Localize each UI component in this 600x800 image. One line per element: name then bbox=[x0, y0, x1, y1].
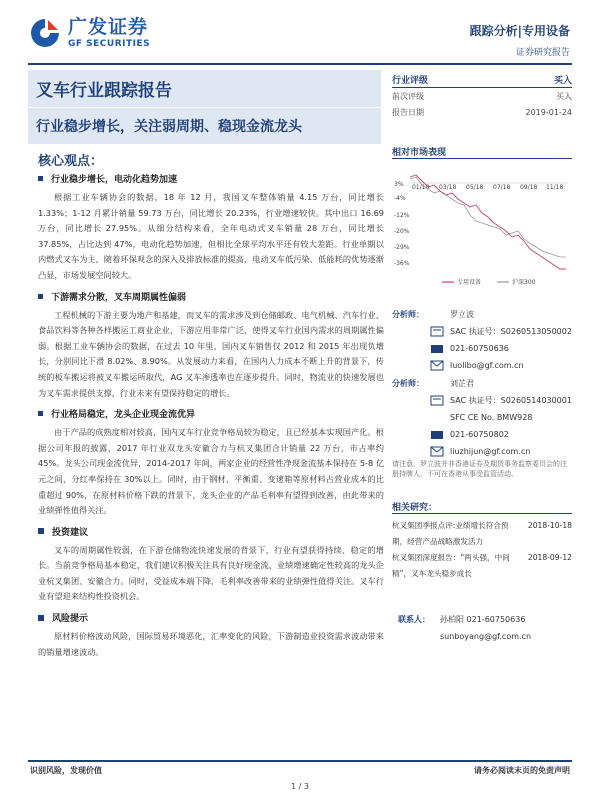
y-tick: -36% bbox=[394, 260, 410, 267]
series-equipment-line bbox=[410, 175, 566, 269]
y-tick: 3% bbox=[394, 181, 404, 188]
report-type: 跟踪分析|专用设备 bbox=[469, 24, 570, 38]
section-heading bbox=[38, 525, 384, 538]
logo-cn-text: 广发证券 bbox=[68, 16, 149, 38]
analyst-cert: SAC 执证号：S0260514030001 bbox=[450, 396, 572, 405]
y-tick: -29% bbox=[394, 244, 410, 251]
x-tick: 03/18 bbox=[439, 184, 457, 191]
analyst-email[interactable]: liuzhijun@gf.com.cn bbox=[450, 447, 531, 456]
contact-email[interactable]: sunboyang@gf.com.cn bbox=[440, 632, 532, 641]
prev-rating-label: 前次评级 bbox=[392, 91, 424, 101]
section-heading-text: 下游需求分散，叉车周期属性偏弱 bbox=[51, 292, 187, 303]
section-body: 工程机械的下游主要为地产和基建，而叉车的需求涉及到仓储邮政、电气机械、汽车行业、食品饮料等各种各样搬运工商业企业，下游应用非常广泛，使得叉车行业国内需求的周期属性偏弱。根据工业车辆协会的数据，在过去 10 年里，国内叉车销售仅 2012 和 2015 年出现负增长，分别同比下滑 8.02%、8.90%。从发展动力来看，在国内人力成本不断上升的背景下，传统的板车搬运将被叉车搬运所取代，AG 叉车渗透率也在逐步提升。同时，物流业的快速发展也为叉车需求提供支撑，行业未来有望保持稳定的增长。 bbox=[38, 309, 384, 398]
related-date: 2018-10-18 bbox=[527, 521, 572, 530]
performance-divider bbox=[392, 158, 572, 159]
related-date: 2018-09-12 bbox=[527, 553, 572, 562]
x-tick: 11/18 bbox=[546, 184, 564, 191]
phone-icon bbox=[430, 343, 444, 354]
contact-name: 孙柏阳 021-60750636 bbox=[440, 615, 526, 624]
performance-chart bbox=[392, 165, 574, 293]
section-heading bbox=[38, 611, 384, 624]
main-content bbox=[38, 172, 384, 666]
rating-table bbox=[392, 72, 572, 120]
legend-hs300: 沪深300 bbox=[512, 279, 536, 286]
related-divider bbox=[392, 513, 572, 514]
section-heading bbox=[38, 172, 384, 185]
person-icon bbox=[430, 309, 444, 320]
email-icon bbox=[430, 360, 444, 371]
analyst-block bbox=[392, 306, 572, 374]
subtitle-box bbox=[28, 108, 381, 144]
prev-rating-value: 买入 bbox=[556, 91, 572, 101]
related-research-label: 相关研究： bbox=[392, 503, 438, 513]
y-tick: -20% bbox=[394, 228, 410, 235]
report-date-value: 2019-01-24 bbox=[525, 107, 572, 117]
gf-logo-icon bbox=[28, 16, 62, 50]
related-title: 杭叉集团深度报告：“两头强，中间精”，叉车龙头稳步成长 bbox=[392, 553, 510, 578]
analyst-phone: 021-60750802 bbox=[450, 430, 509, 439]
section-body: 叉车的周期属性较弱，在下游仓储物流快速发展的背景下，行业有望获得持续、稳定的增长。当前竞争格局基本稳定，我们建议积极关注具有良好现金流、业绩增速确定性较高的龙头企业杭叉集团、安徽合力。同时，受益成本端下降，毛利率改善带来的业绩弹性值得关注。叉车行业有望迎来结构性投资机会。 bbox=[38, 544, 384, 602]
page-number: 1 / 3 bbox=[291, 782, 309, 791]
related-title: 杭叉集团季报点评:业绩增长符合预期，经营产品战略激发活力 bbox=[392, 521, 509, 546]
person-icon bbox=[430, 378, 444, 389]
legend-equipment: 专用设备 bbox=[457, 279, 482, 286]
section-heading-text: 行业格局稳定，龙头企业现金流优异 bbox=[51, 410, 196, 421]
x-tick: 09/18 bbox=[520, 184, 538, 191]
analyst-disclaimer: 请注意，罗立波并非香港证券及期货事务监察委员会的注册持牌人，不可在香港从事受监管活动。 bbox=[392, 460, 567, 478]
related-item[interactable] bbox=[392, 550, 572, 582]
analyst-name: 罗立波 bbox=[450, 310, 474, 319]
footer-slogan: 识别风险，发现价值 bbox=[30, 766, 102, 775]
footer-divider bbox=[28, 760, 572, 762]
bullet-icon bbox=[38, 176, 43, 181]
related-item[interactable] bbox=[392, 518, 572, 550]
report-date-label: 报告日期 bbox=[392, 107, 424, 117]
analyst-block bbox=[392, 375, 572, 460]
analyst-cert-sfc: SFC CE No. BMW928 bbox=[450, 413, 533, 422]
logo-en-text: GF SECURITIES bbox=[68, 39, 151, 49]
bullet-icon bbox=[38, 411, 43, 416]
analyst-label: 分析师： bbox=[392, 310, 424, 319]
performance-label: 相对市场表现 bbox=[392, 148, 447, 158]
section-body: 原材料价格波动风险，国际贸易环境恶化，汇率变化的风险，下游制造业投资需求波动带来的销量增速波动。 bbox=[38, 631, 384, 657]
x-tick: 01/18 bbox=[412, 184, 430, 191]
section-heading-text: 行业稳步增长，电动化趋势加速 bbox=[51, 175, 178, 185]
section-heading-text: 投资建议 bbox=[52, 527, 89, 538]
report-category: 证券研究报告 bbox=[515, 48, 570, 58]
x-tick: 05/18 bbox=[466, 184, 484, 191]
section-body: 由于产品的成熟度相对较高，国内叉车行业竞争格局较为稳定，且已经基本实现国产化。根据公司年报的披露，2017 年行业双龙头安徽合力与杭叉集团合计销量 22 万台，市占率约 45%。龙头公司现金流优异，2014-2017 年间，两家企业的经营性净现金流基本保持在 5-8 亿元之间，分红率保持在 30%以上。同时，由于钢材、平衡重、变速箱等原材料占营业成本的比重超过 90%，在原材料价格下跌的背景下，龙头企业的产品毛利率有望得到改善，由此带来的业绩弹性值得关注。 bbox=[38, 427, 385, 516]
phone-icon bbox=[430, 429, 444, 440]
section-heading bbox=[38, 290, 384, 303]
analyst-label: 分析师： bbox=[392, 379, 424, 388]
id-card-icon bbox=[430, 395, 444, 406]
report-subtitle: 行业稳步增长，关注弱周期、稳现金流龙头 bbox=[36, 119, 302, 135]
email-icon bbox=[430, 446, 444, 457]
id-card-icon bbox=[430, 326, 444, 337]
y-tick: -4% bbox=[394, 195, 406, 202]
analyst-email[interactable]: luolibo@gf.com.cn bbox=[450, 361, 524, 370]
rating-label: 行业评级 bbox=[392, 76, 429, 86]
y-tick: -12% bbox=[394, 212, 410, 219]
gf-logo bbox=[28, 16, 150, 50]
bullet-icon bbox=[38, 528, 44, 534]
header-divider bbox=[28, 63, 572, 65]
analyst-name: 刘芷君 bbox=[450, 379, 474, 388]
rating-value: 买入 bbox=[553, 76, 572, 86]
section-heading bbox=[38, 407, 384, 420]
related-research-list bbox=[392, 518, 572, 582]
x-tick: 07/18 bbox=[493, 184, 511, 191]
bullet-icon bbox=[38, 615, 44, 621]
bullet-icon bbox=[38, 294, 43, 299]
section-body: 根据工业车辆协会的数据，18 年 12 月，我国叉车整体销量 4.15 万台，同比增长 1.33%；1-12 月累计销量 59.73 万台，同比增长 20.23%，行业增速较快。其中出口 16.69 万台，同比增长 27.95%。从细分结构来看，全年电动式叉车销量 28 万台，同比增长 37.85%，占比达到 47%，电动化趋势加速，但相比全球平均水平还有较大差距。行业单期以内燃式叉车为主，随着环保观念的深入及排放标准的提高，电动叉车低污染、低能耗的优势逐渐凸显，市场发展空间较大。 bbox=[38, 192, 384, 280]
footer-disclaimer: 请务必阅读末页的免责声明 bbox=[474, 766, 570, 775]
analyst-cert: SAC 执证号：S0260513050002 bbox=[450, 327, 572, 336]
section-heading-text: 风险提示 bbox=[52, 614, 89, 625]
analyst-phone: 021-60750636 bbox=[450, 344, 509, 353]
contact-block bbox=[398, 611, 574, 645]
report-title: 叉车行业跟踪报告 bbox=[36, 81, 172, 101]
contact-label: 联系人： bbox=[398, 615, 430, 624]
core-views-title: 核心观点： bbox=[38, 154, 104, 169]
